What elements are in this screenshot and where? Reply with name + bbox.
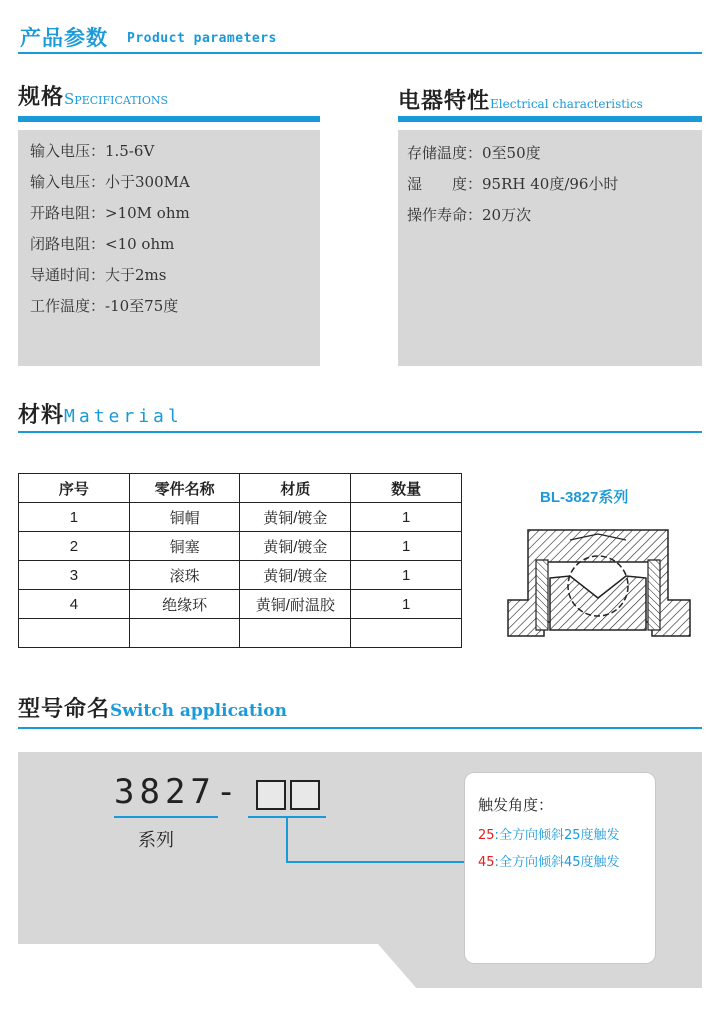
table-cell: 1 — [351, 590, 462, 619]
table-row — [19, 619, 462, 648]
page-subtitle: Product parameters — [127, 31, 277, 46]
insulating-ring-left — [536, 560, 548, 630]
table-cell: 1 — [351, 561, 462, 590]
series-underline — [114, 816, 218, 818]
option-code: 25 — [478, 828, 495, 843]
diagram-title: BL-3827系列 — [540, 489, 629, 506]
electrical-title-en: Electrical characteristics — [490, 97, 643, 111]
option-code: 45 — [478, 855, 495, 870]
table-row — [19, 561, 462, 590]
page-title: 产品参数 — [20, 26, 108, 50]
table-row — [19, 590, 462, 619]
material-divider — [18, 431, 702, 433]
switch-cross-section-diagram — [500, 518, 700, 642]
table-cell: 黄铜/镀金 — [240, 561, 351, 590]
material-title-cn: 材料 — [18, 403, 65, 428]
spec-line: 输入电压：小于300MA — [30, 173, 190, 191]
table-cell — [129, 619, 240, 648]
switch-application-heading — [18, 692, 287, 723]
spec-line: 工作温度：-10至75度 — [30, 297, 179, 315]
table-header-cell: 材质 — [240, 474, 351, 503]
specifications-bar — [18, 116, 320, 122]
specifications-list — [30, 136, 190, 322]
trigger-option — [478, 824, 619, 843]
table-cell: 1 — [351, 503, 462, 532]
table-row — [19, 532, 462, 561]
specifications-panel — [18, 130, 320, 366]
model-code-box-1 — [256, 780, 286, 810]
table-row — [19, 503, 462, 532]
insulating-ring-right — [648, 560, 660, 630]
table-cell — [351, 619, 462, 648]
table-cell: 4 — [19, 590, 130, 619]
material-heading — [18, 398, 183, 429]
spec-line: 导通时间：大于2ms — [30, 266, 167, 284]
material-title-en: Material — [64, 406, 183, 427]
table-cell: 3 — [19, 561, 130, 590]
table-cell — [240, 619, 351, 648]
trigger-option — [478, 851, 619, 870]
electrical-panel — [398, 130, 702, 366]
electrical-heading — [398, 84, 643, 115]
material-table — [18, 473, 462, 648]
table-cell — [19, 619, 130, 648]
wedge-shape — [18, 944, 418, 990]
electrical-list — [407, 138, 618, 231]
model-number-prefix: 3827- — [114, 772, 242, 812]
electrical-title-cn: 电器特性 — [398, 89, 491, 114]
electrical-line: 操作寿命：20万次 — [407, 206, 532, 224]
option-separator: : — [494, 855, 499, 870]
switch-title-en: Switch application — [110, 701, 287, 721]
specifications-heading — [18, 80, 168, 111]
table-header-row — [19, 474, 462, 503]
spec-line: 开路电阻：>10M ohm — [30, 204, 190, 222]
table-header-cell: 零件名称 — [129, 474, 240, 503]
table-header-cell: 数量 — [351, 474, 462, 503]
specifications-title-cn: 规格 — [18, 85, 65, 110]
switch-divider — [18, 727, 702, 729]
panel-corner-wedge — [18, 944, 458, 990]
option-text: 全方向倾斜25度触发 — [498, 828, 620, 843]
spec-line: 输入电压：1.5-6V — [30, 142, 155, 160]
spec-line: 闭路电阻：<10 ohm — [30, 235, 175, 253]
table-cell: 铜塞 — [129, 532, 240, 561]
trigger-angle-title: 触发角度： — [478, 796, 554, 814]
option-text: 全方向倾斜45度触发 — [498, 855, 620, 870]
table-cell: 黄铜/镀金 — [240, 503, 351, 532]
electrical-line: 存储温度：0至50度 — [407, 144, 541, 162]
switch-title-cn: 型号命名 — [18, 697, 111, 722]
table-cell: 1 — [351, 532, 462, 561]
table-cell: 铜帽 — [129, 503, 240, 532]
model-code-box-2 — [290, 780, 320, 810]
header-divider — [18, 52, 702, 54]
option-separator: : — [494, 828, 499, 843]
table-header-cell: 序号 — [19, 474, 130, 503]
table-cell: 黄铜/耐温胶 — [240, 590, 351, 619]
connector-line — [280, 816, 470, 868]
table-cell: 黄铜/镀金 — [240, 532, 351, 561]
electrical-line: 湿 度：95RH 40度/96小时 — [407, 175, 619, 193]
electrical-bar — [398, 116, 702, 122]
connector-path — [287, 816, 466, 862]
specifications-title-en: Specifications — [64, 90, 169, 108]
table-cell: 1 — [19, 503, 130, 532]
series-label: 系列 — [138, 830, 174, 851]
table-cell: 2 — [19, 532, 130, 561]
table-cell: 滚珠 — [129, 561, 240, 590]
table-cell: 绝缘环 — [129, 590, 240, 619]
